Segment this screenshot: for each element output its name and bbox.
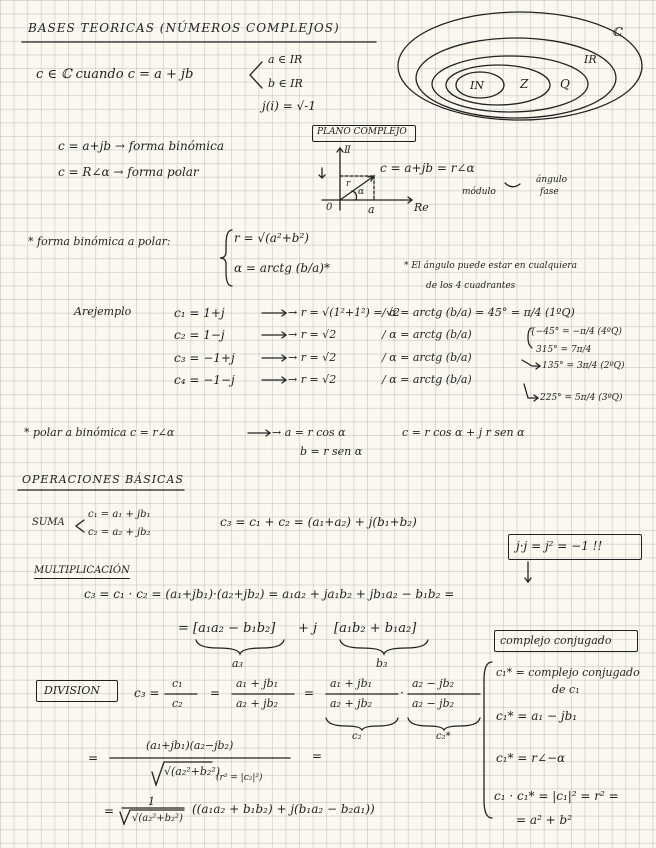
div-eq-4: = (312, 749, 323, 763)
division-label: DIVISION (44, 684, 100, 697)
r-formula: r = √(a²+b²) (234, 231, 309, 245)
polar-form: c = R∠α → forma polar (58, 165, 199, 179)
set-Z-ellipse (446, 65, 550, 105)
div-eq-3: = (88, 751, 99, 765)
conjugate-line2: c₁* = a₁ − jb₁ (496, 709, 578, 723)
conjugate-line5: = a² + b² (516, 813, 573, 827)
example-c1-alpha: / α = arctg (b/a) = 45° = π/4 (1ºQ) (382, 306, 575, 319)
origin-label: 0 (326, 202, 333, 213)
modulo-label: módulo (462, 187, 496, 197)
div-eq-num: (a₁+jb₁)(a₂−jb₂) (146, 739, 234, 752)
re-axis-label: Re (414, 201, 429, 214)
div-eq-2: = (304, 686, 315, 700)
div-mul: · (400, 686, 404, 700)
fase-label: fase (540, 187, 559, 197)
b3-label: b₃ (376, 657, 388, 670)
angulo-label: ángulo (536, 175, 568, 185)
div-den2a: a₂ + jb₂ (330, 697, 373, 710)
div-den2b: a₂ − jb₂ (412, 697, 455, 710)
div-num2a: a₁ + jb₁ (330, 677, 373, 690)
div-final: ((a₁a₂ + b₁b₂) + j(b₁a₂ − b₂a₁)) (192, 802, 375, 816)
example-c3-r: → r = √2 (288, 351, 337, 364)
plane-formula: c = a+jb = r∠α (380, 161, 475, 175)
alpha-formula: α = arctg (b/a)* (234, 261, 330, 275)
set-label-Z: Z (520, 77, 529, 91)
example-c1-r: → r = √(1²+1²) = √2 (288, 306, 401, 319)
definition-main: c ∈ ℂ cuando c = a + jb (36, 67, 194, 82)
operations-title: OPERACIONES BÁSICAS (22, 473, 184, 486)
alpha-label: α (358, 187, 365, 197)
im-axis-label: Ⅱ (344, 145, 351, 156)
set-C-ellipse (398, 12, 642, 120)
example-c2-alpha: / α = arctg (b/a) (382, 328, 472, 341)
div-final-coef-num: 1 (148, 795, 155, 808)
conjugate-line3: c₁* = r∠−α (496, 751, 566, 765)
div-num1: a₁ + jb₁ (236, 677, 279, 690)
example-c4-r: → r = √2 (288, 373, 337, 386)
suma-result: c₃ = c₁ + c₂ = (a₁+a₂) + j(b₁+b₂) (220, 515, 417, 529)
example-c4: c₄ = −1−j (174, 373, 235, 387)
conjugate-title: complejo conjugado (500, 634, 612, 647)
note-quadrants-1: * El ángulo puede estar en cualquiera (404, 261, 577, 271)
suma-c1: c₁ = a₁ + jb₁ (88, 509, 151, 520)
div-final-coef-den: √(a₂²+b₂²) (132, 813, 183, 824)
polar-to-bin-b: b = r sen α (300, 445, 363, 458)
conjugate-line4: c₁ · c₁* = |c₁|² = r² = (494, 789, 619, 803)
suma-label: SUMA (32, 517, 65, 528)
mult-line1: c₃ = c₁ · c₂ = (a₁+jb₁)·(a₂+jb₂) = a₁a₂ + ja₁b₂ + jb₁a₂ − b₁b₂ = (84, 587, 455, 601)
div-c3: c₃ = (134, 686, 160, 700)
example-c1: c₁ = 1+j (174, 306, 225, 320)
mult-line2-a: = [a₁a₂ − b₁b₂] (178, 621, 276, 636)
suma-c2: c₂ = a₂ + jb₂ (88, 527, 151, 538)
example-c3: c₃ = −1+j (174, 351, 235, 365)
page-title: BASES TEORICAS (NÚMEROS COMPLEJOS) (28, 21, 340, 35)
div-eq-1: = (210, 686, 221, 700)
a3-label: a₃ (232, 657, 243, 670)
conjugate-line1: c₁* = complejo conjugado (496, 666, 640, 679)
cond-a: a ∈ IR (268, 53, 303, 66)
bin-to-polar-intro: * forma binómica a polar: (28, 235, 171, 248)
example-c2-r: → r = √2 (288, 328, 337, 341)
mult-line2-c: [a₁b₂ + b₁a₂] (334, 621, 417, 636)
angle-3Q: 225° = 5π/4 (3ºQ) (540, 393, 623, 403)
angle-2Q: 135° = 3π/4 (2ºQ) (542, 361, 625, 371)
div-c2: c₂ (172, 697, 183, 710)
a-label: a (368, 203, 375, 216)
div-den1: a₂ + jb₂ (236, 697, 279, 710)
c2-under: c₂ (352, 731, 362, 742)
note-quadrants-2: de los 4 cuadrantes (426, 281, 516, 291)
jj-text: j·j = j² = −1 !! (516, 539, 603, 553)
example-c4-alpha: / α = arctg (b/a) (382, 373, 472, 386)
div-num2b: a₂ − jb₂ (412, 677, 455, 690)
set-label-C: ℂ (612, 25, 622, 39)
brace-conditions (250, 62, 262, 88)
polar-to-bin-a: → a = r cos α (272, 426, 346, 439)
binomic-form: c = a+jb → forma binómica (58, 139, 225, 153)
examples-label: Arejemplo (74, 305, 132, 318)
div-eq-5: = (104, 804, 115, 818)
complex-plane-title: PLANO COMPLEJO (317, 127, 407, 137)
j-definition: j(i) = √-1 (262, 99, 316, 113)
div-c1: c₁ (172, 677, 183, 690)
angle-4Q: {−45° = −π/4 (4ºQ) (530, 327, 622, 337)
r-label: r (346, 179, 351, 189)
set-label-R: IR (584, 53, 597, 66)
div-r-note: (r² = |c₂|²) (216, 773, 263, 783)
c2star-under: c₂* (436, 731, 451, 742)
set-R-ellipse (416, 38, 616, 118)
conjugate-line1b: de c₁ (552, 683, 580, 696)
example-c3-alpha: / α = arctg (b/a) (382, 351, 472, 364)
example-c2: c₂ = 1−j (174, 328, 225, 342)
polar-to-bin-left: * polar a binómica c = r∠α (24, 426, 175, 439)
mult-title: MULTIPLICACIÓN (34, 566, 130, 579)
set-label-Q: Q (560, 77, 570, 91)
mult-line2-b: + j (298, 621, 318, 636)
polar-to-bin-result: c = r cos α + j r sen α (402, 426, 525, 439)
set-label-N: IN (470, 79, 484, 92)
cond-b: b ∈ IR (268, 77, 303, 90)
div-eq-den: √(a₂²+b₂²) (164, 765, 221, 778)
angle-315: 315° = 7π/4 (536, 345, 592, 355)
